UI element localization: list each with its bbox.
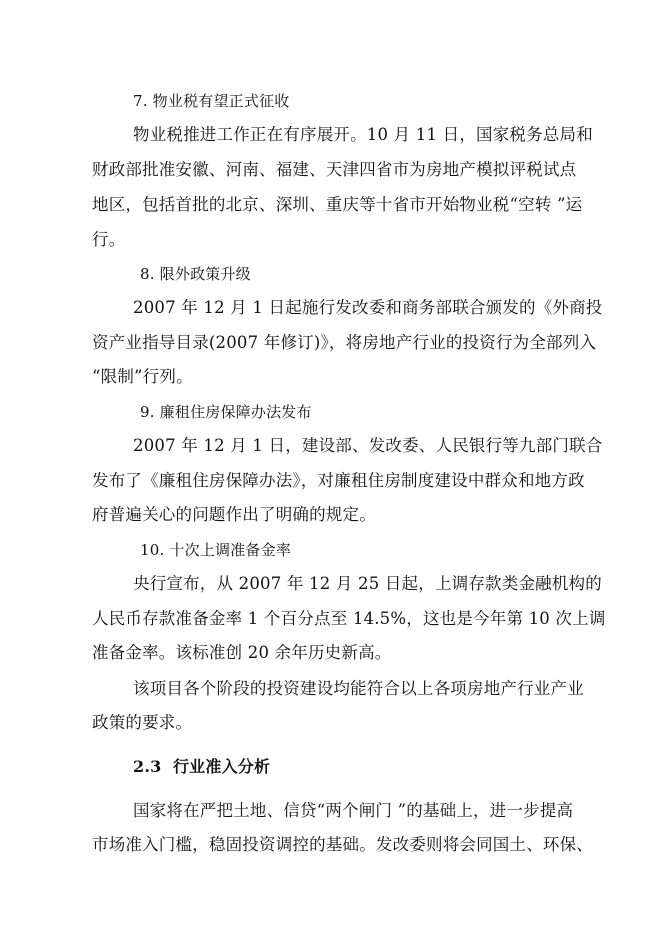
section-title: 行业准入分析: [172, 757, 271, 776]
item-7-line-1: 物业税推进工作正在有序展开。10 月 11 日，国家税务总局和: [133, 125, 593, 144]
section-line-2: 市场准入门槛，稳固投资调控的基础。发改委则将会同国土、环保、: [92, 835, 593, 854]
section-number: 2.3: [133, 757, 162, 776]
item-8-line-2: 资产业指导目录(2007 年修订)》，将房地产行业的投资行为全部列入: [92, 333, 597, 352]
item-7-line-2: 财政部批准安徽、河南、福建、天津四省市为房地产模拟评税试点: [92, 160, 577, 179]
item-9-line-2: 发布了《廉租住房保障办法》，对廉租住房制度建设中群众和地方政: [92, 471, 585, 490]
item-9-line-1: 2007 年 12 月 1 日，建设部、发改委、人民银行等九部门联合: [133, 436, 603, 455]
item-10-heading: 10. 十次上调准备金率: [140, 541, 292, 559]
section-heading: [133, 755, 270, 779]
item-9-heading: 9. 廉租住房保障办法发布: [140, 403, 312, 421]
item-7-line-4: 行。: [92, 230, 126, 249]
item-8-line-3: “限制”行列。: [92, 367, 193, 386]
item-10-line-3: 准备金率。该标准创 20 余年历史新高。: [92, 643, 392, 662]
conclusion-line-1: 该项目各个阶段的投资建设均能符合以上各项房地产行业产业: [133, 679, 584, 698]
item-7-heading: 7. 物业税有望正式征收: [133, 92, 290, 110]
item-8-heading: 8. 限外政策升级: [140, 265, 251, 283]
item-7-line-3: 地区，包括首批的北京、深圳、重庆等十省市开始物业税“空转 ”运: [92, 195, 583, 214]
item-8-line-1: 2007 年 12 月 1 日起施行发改委和商务部联合颁发的《外商投: [133, 298, 603, 317]
item-10-line-2: 人民币存款准备金率 1 个百分点至 14.5%，这也是今年第 10 次上调: [92, 609, 606, 628]
item-10-line-1: 央行宣布，从 2007 年 12 月 25 日起，上调存款类金融机构的: [133, 574, 602, 593]
section-line-1: 国家将在严把土地、信贷“两个闸门 ”的基础上，进一步提高: [133, 801, 574, 820]
conclusion-line-2: 政策的要求。: [92, 713, 193, 732]
item-9-line-3: 府普遍关心的问题作出了明确的规定。: [92, 505, 376, 524]
